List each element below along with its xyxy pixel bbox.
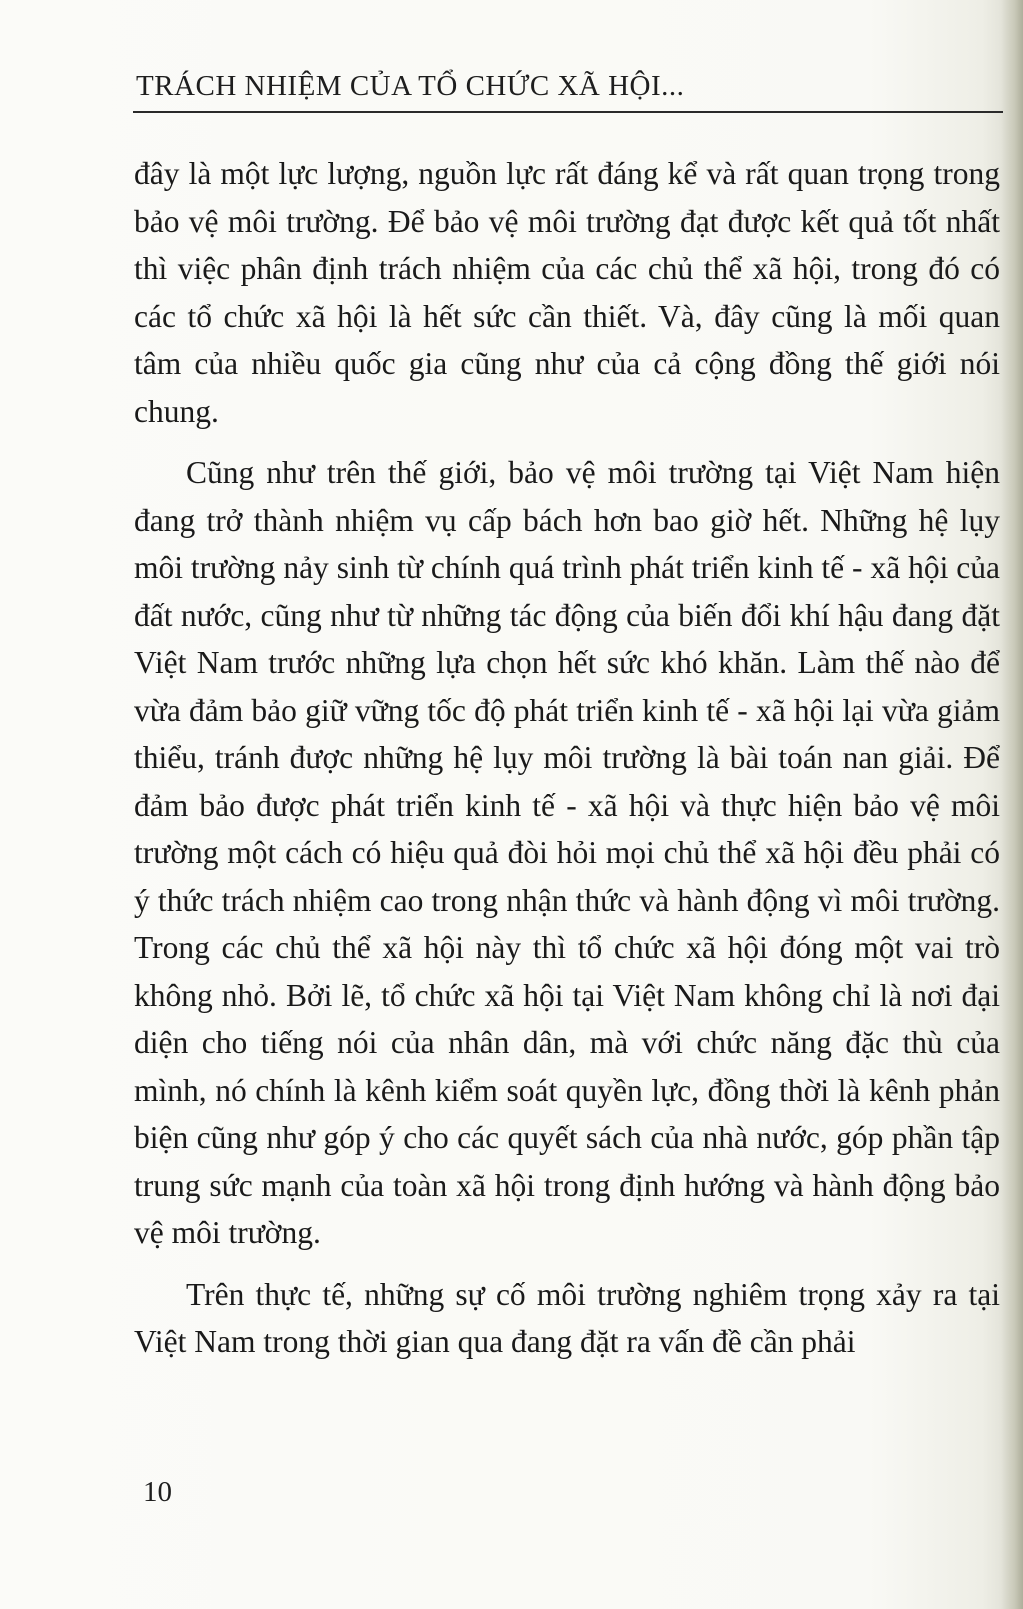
page-number: 10 bbox=[143, 1476, 172, 1508]
page-spine-shadow bbox=[1001, 0, 1023, 1609]
paragraph: Cũng như trên thế giới, bảo vệ môi trường tại Việt Nam hiện đang trở thành nhiệm vụ cấp bách hơn bao giờ hết. Những hệ lụy môi trường nảy sinh từ chính quá trình phát triển kinh tế - xã hội của đất nước, cũng như từ những tác động của biến đổi khí hậu đang đặt Việt Nam trước những lựa chọn hết sức khó khăn. Làm thế nào để vừa đảm bảo giữ vững tốc độ phát triển kinh tế - xã hội lại vừa giảm thiểu, tránh được những hệ lụy môi trường là bài toán nan giải. Để đảm bảo được phát triển kinh tế - xã hội và thực hiện bảo vệ môi trường một cách có hiệu quả đòi hỏi mọi chủ thể xã hội đều phải có ý thức trách nhiệm cao trong nhận thức và hành động vì môi trường. Trong các chủ thể xã hội này thì tổ chức xã hội đóng một vai trò không nhỏ. Bởi lẽ, tổ chức xã hội tại Việt Nam không chỉ là nơi đại diện cho tiếng nói của nhân dân, mà với chức năng đặc thù của mình, nó chính là kênh kiểm soát quyền lực, đồng thời là kênh phản biện cũng như góp ý cho các quyết sách của nhà nước, góp phần tập trung sức mạnh của toàn xã hội trong định hướng và hành động bảo vệ môi trường. bbox=[134, 455, 1000, 1250]
paragraph: Trên thực tế, những sự cố môi trường nghiêm trọng xảy ra tại Việt Nam trong thời gian qua đang đặt ra vấn đề cần phải bbox=[134, 1276, 1000, 1359]
paragraph-continued: đây là một lực lượng, nguồn lực rất đáng kể và rất quan trọng trong bảo vệ môi trường. Để bảo vệ môi trường đạt được kết quả tốt nhất thì việc phân định trách nhiệm của các chủ thể xã hội, trong đó có các tổ chức xã hội là hết sức cần thiết. Và, đây cũng là mối quan tâm của nhiều quốc gia cũng như của cả cộng đồng thế giới nói chung. bbox=[134, 156, 1000, 429]
running-head: TRÁCH NHIỆM CỦA TỔ CHỨC XÃ HỘI... bbox=[136, 70, 685, 102]
header-rule bbox=[133, 111, 1003, 113]
body-text bbox=[134, 150, 1000, 1380]
